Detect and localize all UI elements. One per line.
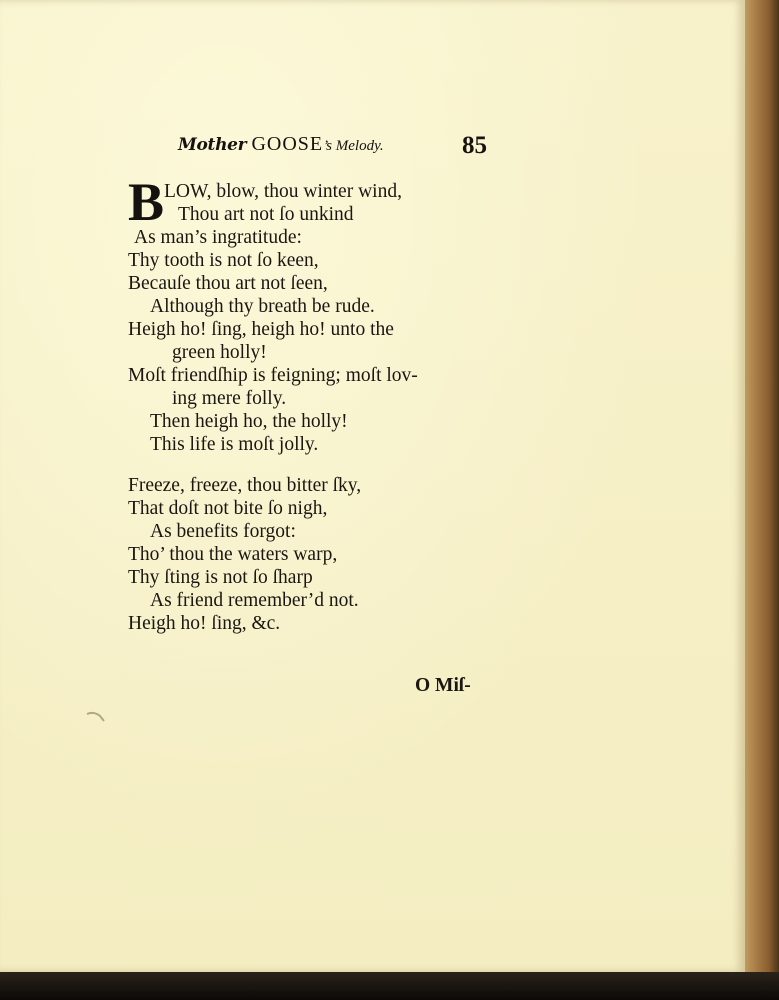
running-header [178,133,508,165]
poem-line: As man’s ingratitude: [134,227,302,248]
poem-line: Then heigh ho, the holly! [150,411,348,432]
poem-line: That doſt not bite ſo nigh, [128,498,328,519]
drop-cap: B [128,172,165,232]
poem-line: Thy tooth is not ſo keen, [128,250,319,271]
scan-bottom-strip [0,972,779,1000]
poem-line: Becauſe thou art not ſeen, [128,273,328,294]
poem-line: Freeze, freeze, thou bitter ſky, [128,475,362,496]
page-number: 85 [462,132,487,159]
poem-line: Moſt friendſhip is feigning; moſt lov- [128,365,418,386]
header-mother: Mother [178,135,247,155]
poem-line: Heigh ho! ſing, &c. [128,613,281,634]
poem-line: Thou art not ſo unkind [178,204,354,225]
header-melody: ’s Melody. [323,138,384,154]
poem-line: This life is moſt jolly. [150,434,319,455]
poem-line: Heigh ho! ſing, heigh ho! unto the [128,319,394,340]
poem-line: As friend remember’d not. [150,590,359,611]
poem-line: ing mere folly. [172,388,287,409]
poem-line: green holly! [172,342,267,363]
poem-line: Although thy breath be rude. [150,296,375,317]
page-mark [86,710,106,722]
catchword: O Miſ- [415,675,471,696]
poem-line: Tho’ thou the waters warp, [128,544,338,565]
header-goose: GOOSE [251,133,324,155]
poem-line: As benefits forgot: [150,521,296,542]
poem-line: LOW, blow, thou winter wind, [164,181,402,202]
poem-line: Thy ſting is not ſo ſharp [128,567,313,588]
